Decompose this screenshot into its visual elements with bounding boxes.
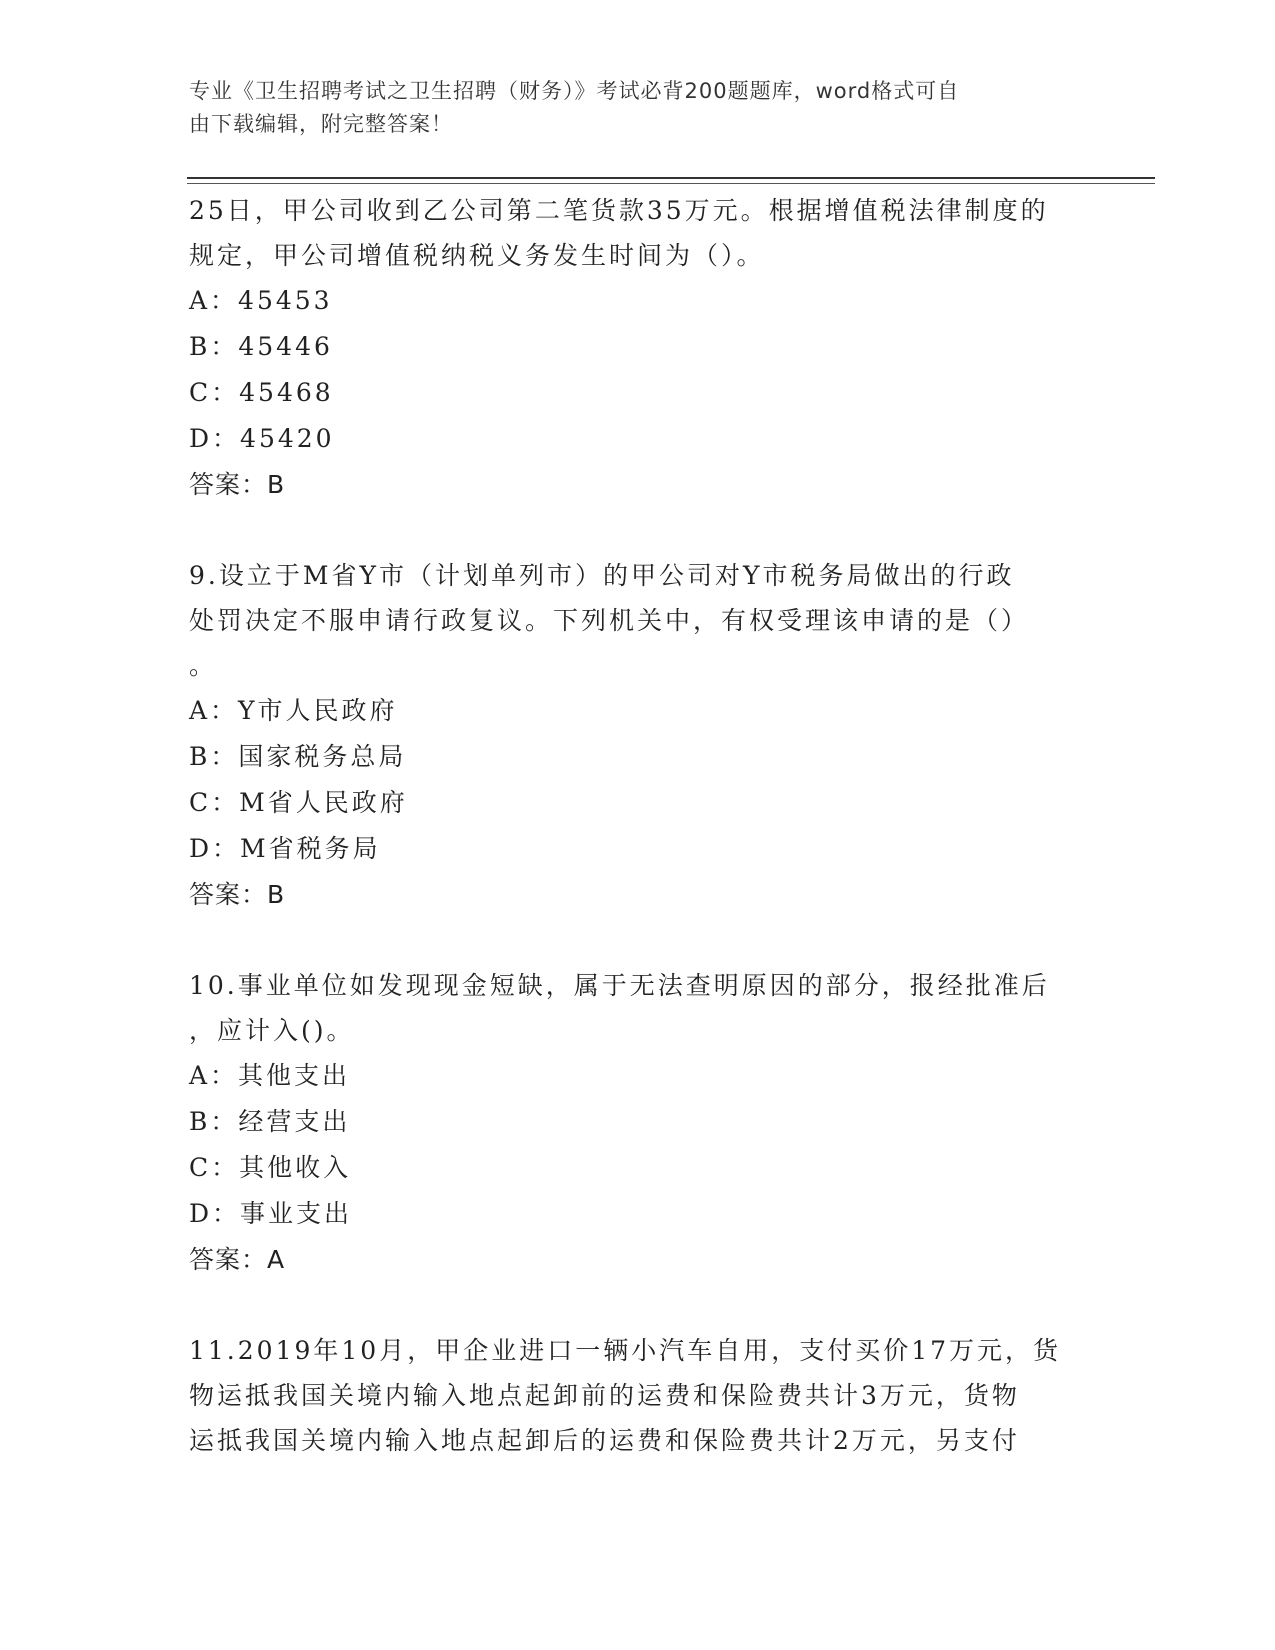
option-d: D：45420 [189, 424, 335, 453]
option-b: B：45446 [189, 332, 333, 361]
question-stem-line: 9.设立于M省Y市（计划单列市）的甲公司对Y市税务局做出的行政 [189, 561, 1015, 590]
spacer [189, 918, 1089, 963]
spacer [189, 1283, 1089, 1328]
question-8 [189, 188, 1089, 508]
question-stem-line: ，应计入()。 [189, 1016, 355, 1045]
question-stem-line: 10.事业单位如发现现金短缺，属于无法查明原因的部分，报经批准后 [189, 971, 1050, 1000]
question-stem-line: 运抵我国关境内输入地点起卸后的运费和保险费共计2万元，另支付 [189, 1426, 1020, 1455]
question-stem-line: 规定，甲公司增值税纳税义务发生时间为（）。 [189, 241, 765, 270]
answer-label: 答案：B [189, 470, 286, 499]
option-c: C：其他收入 [189, 1153, 352, 1182]
answer-label: 答案：B [189, 880, 286, 909]
option-d: D：事业支出 [189, 1199, 353, 1228]
question-stem-line: 物运抵我国关境内输入地点起卸前的运费和保险费共计3万元，货物 [189, 1381, 1020, 1410]
question-10 [189, 963, 1089, 1283]
header-divider-thin [187, 183, 1155, 184]
option-c: C：M省人民政府 [189, 788, 408, 817]
option-b: B：经营支出 [189, 1107, 351, 1136]
question-stem-line: 处罚决定不服申请行政复议。下列机关中，有权受理该申请的是（） [189, 606, 1030, 635]
question-stem-line: 25日，甲公司收到乙公司第二笔货款35万元。根据增值税法律制度的 [189, 196, 1049, 225]
option-b: B：国家税务总局 [189, 742, 407, 771]
question-11 [189, 1328, 1089, 1463]
question-9 [189, 553, 1089, 918]
option-d: D：M省税务局 [189, 834, 381, 863]
option-a: A：45453 [189, 286, 333, 315]
question-list [189, 188, 1089, 1463]
header-title-line-2: 由下载编辑，附完整答案！ [189, 112, 453, 136]
question-stem-line: 11.2019年10月，甲企业进口一辆小汽车自用，支付买价17万元，货 [189, 1336, 1062, 1365]
answer-label: 答案：A [189, 1245, 286, 1274]
spacer [189, 508, 1089, 553]
option-c: C：45468 [189, 378, 334, 407]
document-header [189, 75, 1069, 141]
header-divider-thick [187, 177, 1155, 179]
header-title-line-1: 专业《卫生招聘考试之卫生招聘（财务）》考试必背200题题库，word格式可自 [189, 79, 960, 103]
question-stem-line: 。 [189, 651, 218, 680]
option-a: A：Y市人民政府 [189, 696, 398, 725]
option-a: A：其他支出 [189, 1061, 351, 1090]
